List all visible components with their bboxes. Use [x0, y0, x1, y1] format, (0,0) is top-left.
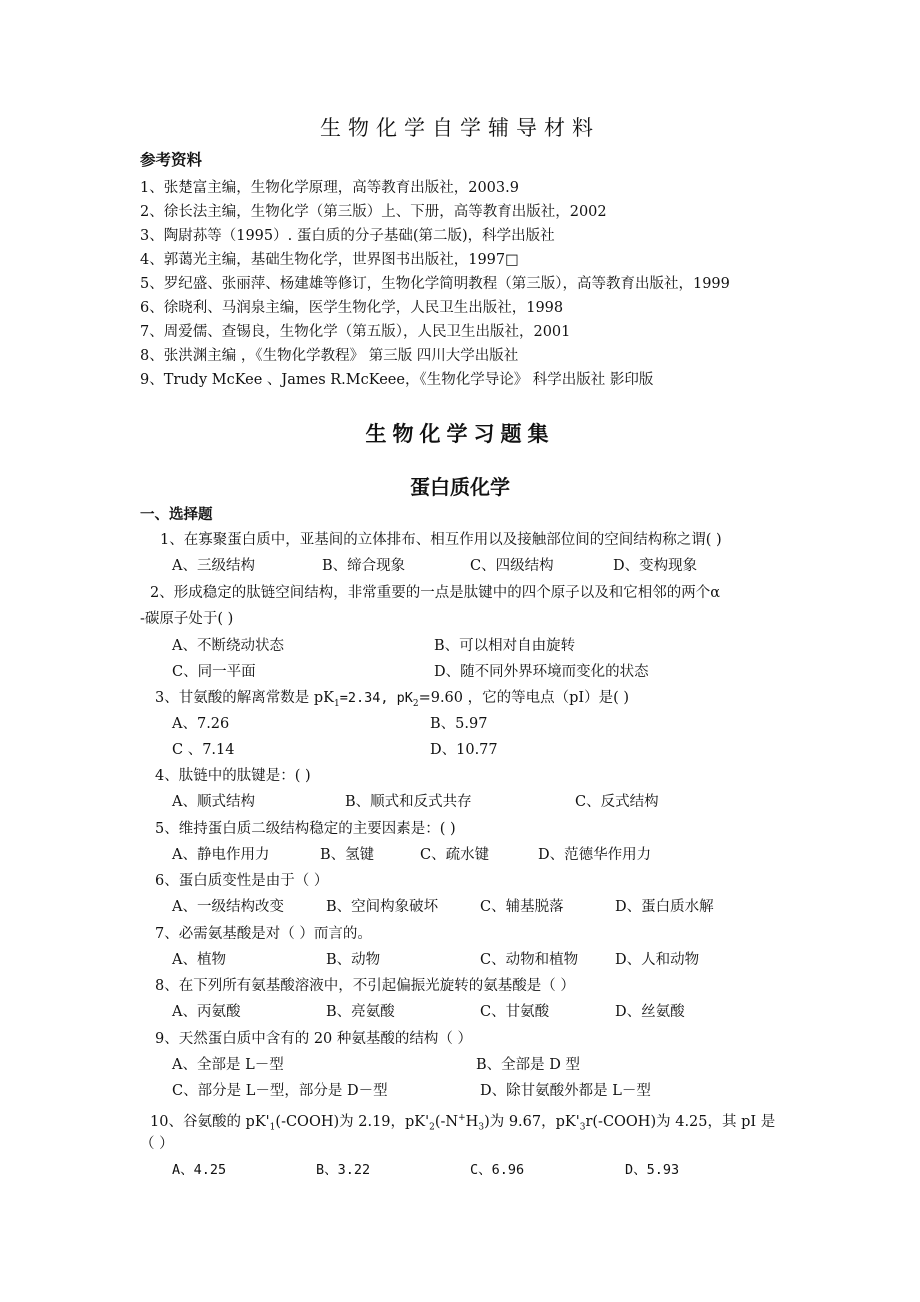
chapter-title: 蛋白质化学: [410, 475, 510, 499]
option-a: A、植物: [172, 952, 226, 968]
option-c: C、动物和植物: [480, 952, 579, 968]
question-stem-continued: （ ）: [140, 1136, 174, 1152]
reference-item: 9、Trudy McKee 、James R.McKeee，《生物化学导论》 科学出版社 影印版: [140, 372, 654, 388]
option-c: C、疏水键: [420, 847, 490, 863]
superscript: +: [458, 1113, 466, 1123]
reference-item: 3、陶尉荪等（1995）. 蛋白质的分子基础(第二版)，科学出版社: [140, 228, 555, 244]
option-d: D、丝氨酸: [615, 1004, 685, 1020]
question-stem-continued: -碳原子处于( ): [140, 611, 234, 627]
reference-item: 7、周爱儒、查锡良，生物化学（第五版），人民卫生出版社，2001: [140, 324, 571, 340]
option-b: B、可以相对自由旋转: [434, 638, 576, 654]
option-b: B、3.22: [316, 1162, 371, 1178]
option-c: C、辅基脱落: [480, 899, 564, 915]
exercise-set-title: 生物化学习题集: [365, 422, 555, 446]
stem-text: =2.34, pK: [339, 690, 413, 706]
option-a: A、一级结构改变: [172, 899, 284, 915]
option-a: A、不断绕动状态: [172, 638, 284, 654]
option-b: B、亮氨酸: [326, 1004, 395, 1020]
stem-text: =9.60 ，它的等电点（pI）是( ): [418, 690, 630, 706]
stem-text: 10、谷氨酸的 pK': [150, 1113, 270, 1130]
subscript: 3: [579, 1122, 586, 1133]
question-stem: [155, 688, 629, 714]
option-b: B、5.97: [430, 716, 488, 732]
option-a: A、4.25: [172, 1162, 227, 1178]
option-c: C、甘氨酸: [480, 1004, 550, 1020]
option-d: D、除甘氨酸外都是 L－型: [480, 1083, 651, 1099]
stem-text: )为 9.67，pK': [484, 1113, 580, 1130]
question-stem: [150, 1108, 775, 1138]
option-b: B、顺式和反式共存: [345, 794, 472, 810]
stem-text: 3、甘氨酸的解离常数是 pK: [155, 690, 334, 706]
subscript: 1: [333, 698, 340, 709]
document-title: 生物化学自学辅导材料: [320, 116, 600, 140]
stem-text: H: [465, 1113, 479, 1130]
question-stem: 6、蛋白质变性是由于（ ）: [155, 873, 329, 889]
option-a: A、顺式结构: [172, 794, 255, 810]
stem-text: r(-COOH)为 4.25，其 pI 是: [585, 1113, 776, 1130]
option-a: A、静电作用力: [172, 847, 270, 863]
option-d: D、范德华作用力: [538, 847, 652, 863]
reference-item: 4、郭蔼光主编，基础生物化学，世界图书出版社，1997□: [140, 252, 519, 268]
option-c: C 、7.14: [172, 742, 235, 758]
option-c: C、同一平面: [172, 664, 256, 680]
option-b: B、全部是 D 型: [476, 1057, 580, 1073]
option-b: B、氢键: [320, 847, 375, 863]
references-heading: 参考资料: [140, 151, 203, 169]
option-c: C、部分是 L－型，部分是 D－型: [172, 1083, 388, 1099]
option-a: A、7.26: [172, 716, 230, 732]
subscript: 1: [269, 1122, 276, 1133]
option-b: B、缔合现象: [322, 558, 406, 574]
question-stem: 8、在下列所有氨基酸溶液中，不引起偏振光旋转的氨基酸是（ ）: [155, 978, 575, 994]
question-stem: 7、必需氨基酸是对（ ）而言的。: [155, 926, 372, 942]
question-stem: 4、肽链中的肽键是：( ): [155, 768, 311, 784]
section-heading: 一、选择题: [140, 507, 213, 523]
option-c: C、四级结构: [470, 558, 554, 574]
option-a: A、三级结构: [172, 558, 255, 574]
option-d: D、人和动物: [615, 952, 700, 968]
option-d: D、5.93: [625, 1162, 680, 1178]
option-b: B、动物: [326, 952, 381, 968]
option-a: A、丙氨酸: [172, 1004, 241, 1020]
reference-item: 8、张洪渊主编 ，《生物化学教程》 第三版 四川大学出版社: [140, 348, 519, 364]
option-c: C、6.96: [470, 1162, 525, 1178]
option-d: D、10.77: [430, 742, 498, 758]
reference-item: 2、徐长法主编，生物化学（第三版）上、下册，高等教育出版社，2002: [140, 204, 607, 220]
option-a: A、全部是 L－型: [172, 1057, 284, 1073]
option-d: D、蛋白质水解: [615, 899, 714, 915]
option-c: C、反式结构: [575, 794, 659, 810]
stem-text: (-COOH)为 2.19，pK': [275, 1113, 430, 1130]
reference-item: 6、徐晓利、马润泉主编，医学生物化学，人民卫生出版社，1998: [140, 300, 564, 316]
subscript: 2: [429, 1122, 435, 1133]
option-d: D、变构现象: [613, 558, 698, 574]
question-stem: 5、维持蛋白质二级结构稳定的主要因素是：( ): [155, 821, 456, 837]
reference-item: 1、张楚富主编，生物化学原理，高等教育出版社，2003.9: [140, 180, 519, 196]
subscript: 3: [478, 1122, 485, 1133]
option-b: B、空间构象破坏: [326, 899, 439, 915]
reference-item: 5、罗纪盛、张丽萍、杨建雄等修订，生物化学简明教程（第三版），高等教育出版社，1999: [140, 276, 730, 292]
question-stem: 1、在寡聚蛋白质中，亚基间的立体排布、相互作用以及接触部位间的空间结构称之谓( ): [160, 532, 722, 548]
question-stem: 2、形成稳定的肽链空间结构，非常重要的一点是肽键中的四个原子以及和它相邻的两个α: [150, 585, 721, 601]
option-d: D、随不同外界环境而变化的状态: [434, 664, 649, 680]
stem-text: (-N: [434, 1113, 459, 1130]
question-stem: 9、天然蛋白质中含有的 20 种氨基酸的结构（ ）: [155, 1031, 473, 1047]
subscript: 2: [412, 698, 419, 709]
